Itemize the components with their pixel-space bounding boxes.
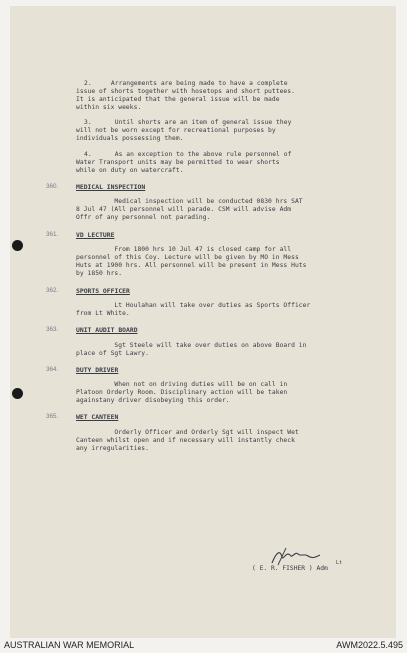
text-line: individuals possessing them. — [76, 135, 184, 142]
section-heading: DUTY DRIVER — [76, 366, 119, 374]
text-line: Offr of any personnel not parading. — [76, 214, 211, 221]
section-number: 364. — [46, 366, 59, 373]
text-line: againstany driver disobeying this order. — [76, 397, 230, 404]
text-line: 2. Arrangements are being made to have a complete — [84, 80, 288, 87]
text-line: Huts at 1900 hrs. All personnel will be present in Mess Huts — [76, 262, 307, 269]
text-line: any irregularities. — [76, 445, 149, 452]
text-line: 3. Until shorts are an item of general issue they — [84, 119, 292, 126]
section-number: 365. — [46, 413, 59, 420]
section-heading: WET CANTEEN — [76, 413, 119, 421]
handwritten-signature — [268, 545, 324, 567]
footer-reference: AWM2022.5.495 — [336, 640, 403, 650]
section-heading: MEDICAL INSPECTION — [76, 183, 146, 191]
text-line: from Lt White. — [76, 310, 130, 317]
text-line: Medical inspection will be conducted 0830 hrs SAT — [76, 198, 303, 205]
text-line: From 1800 hrs 10 Jul 47 is closed camp for all — [76, 246, 292, 253]
text-line: Platoon Orderly Room. Disciplinary action will be taken — [76, 389, 288, 396]
text-line: will not be worn except for recreational purposes by — [76, 127, 276, 134]
text-line: Sgt Steele will take over duties on above Board in — [76, 342, 307, 349]
text-line: place of Sgt Lawry. — [76, 350, 149, 357]
text-line: 8 Jul 47 (All personnel will parade. CSM will advise Adm — [76, 206, 292, 213]
text-line: Lt Houlahan will take over duties as Sports Officer — [76, 302, 311, 309]
text-line: Canteen whilst open and if necessary will instantly check — [76, 437, 295, 444]
section-number: 362. — [46, 287, 59, 294]
signature-rank: Lt — [336, 560, 343, 566]
footer-source: AUSTRALIAN WAR MEMORIAL — [4, 640, 135, 650]
section-number: 363. — [46, 326, 59, 333]
text-line: When not on driving duties will be on call in — [76, 381, 288, 388]
section-heading: VD LECTURE — [76, 231, 115, 239]
section-number: 361. — [46, 231, 59, 238]
section-heading: UNIT AUDIT BOARD — [76, 326, 138, 334]
text-line: It is anticipated that the general issue will be made — [76, 96, 280, 103]
signature-name: ( E. R. FISHER ) Adm — [252, 565, 328, 572]
text-line: within six weeks. — [76, 104, 142, 111]
text-line: Water Transport units may be permitted to wear shorts — [76, 159, 280, 166]
section-number: 360. — [46, 183, 59, 190]
punch-hole — [12, 240, 23, 251]
text-line: while on duty on watercraft. — [76, 167, 184, 174]
text-line: issue of shorts together with hosetops and short puttees. — [76, 88, 295, 95]
punch-hole — [12, 388, 23, 399]
text-line: by 1850 hrs. — [76, 270, 123, 277]
text-line: personnel of this Coy. Lecture will be given by MO in Mess — [76, 254, 299, 261]
text-line: 4. As an exception to the above rule personnel of — [84, 151, 292, 158]
section-heading: SPORTS OFFICER — [76, 287, 130, 295]
text-line: Orderly Officer and Orderly Sgt will inspect Wet — [76, 429, 299, 436]
